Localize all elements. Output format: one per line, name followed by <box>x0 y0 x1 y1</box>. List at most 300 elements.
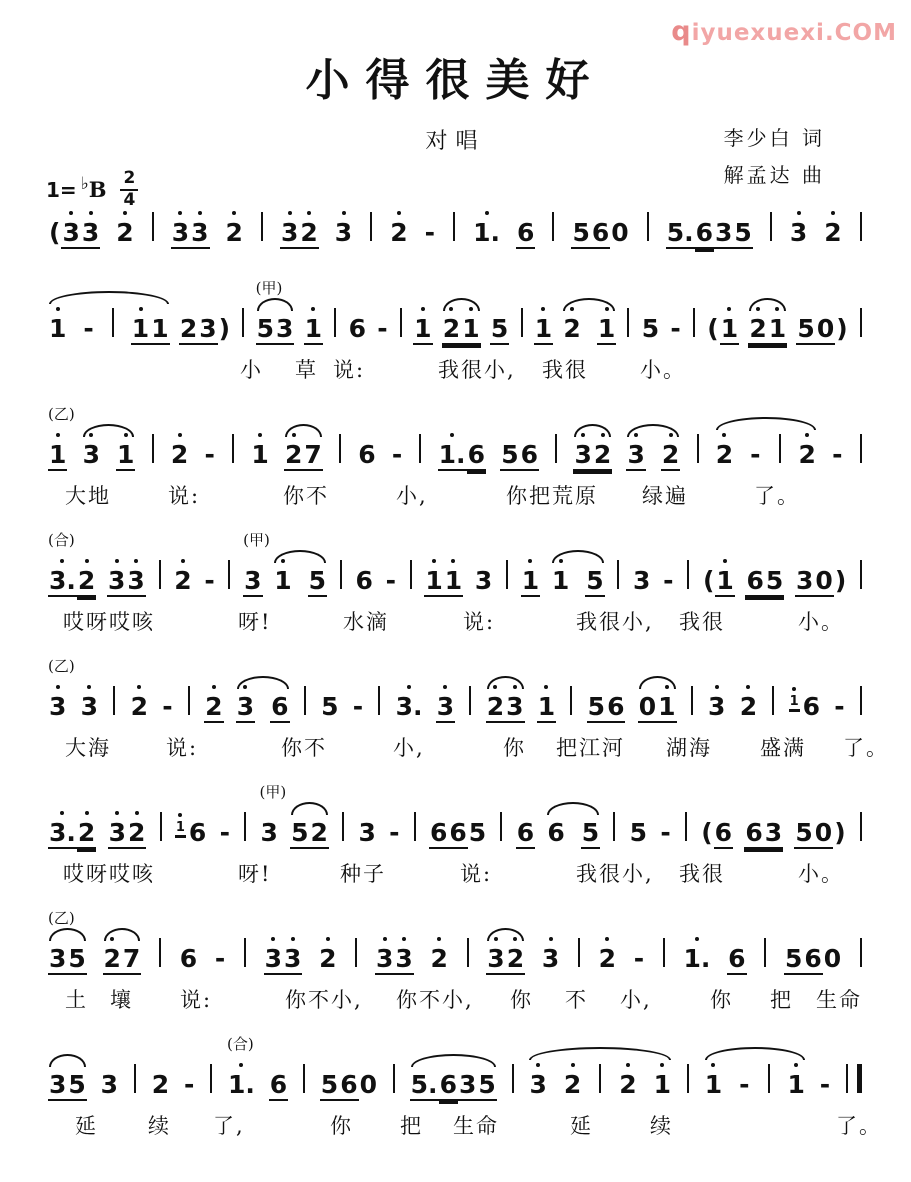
barline <box>570 686 572 715</box>
note: 5 <box>68 1070 86 1099</box>
barline <box>244 938 246 967</box>
lyric-segment: 小 <box>240 358 263 382</box>
lyric-segment: 说: <box>460 862 493 886</box>
note-group <box>186 686 192 715</box>
note: ( <box>702 566 715 595</box>
lyric-segment: 把江河 <box>556 736 625 760</box>
note: 5 <box>291 818 309 847</box>
barline <box>419 434 421 463</box>
slur-group <box>546 819 600 849</box>
note: 2 <box>179 314 198 343</box>
note: 6 <box>429 818 448 847</box>
note: 1 <box>251 440 269 469</box>
lyric-segment: 土 <box>65 988 88 1012</box>
note: 1 <box>534 314 553 343</box>
note: 5 <box>795 818 813 847</box>
note-group <box>48 219 100 249</box>
note-group <box>795 567 847 597</box>
note: 5. <box>666 218 694 247</box>
note: 5 <box>581 818 600 847</box>
lyric-segment: 种子 <box>340 862 386 886</box>
note-group <box>389 219 408 247</box>
note-group <box>794 819 846 849</box>
barline <box>512 1064 514 1093</box>
note-group <box>683 812 689 841</box>
duration-dash: - <box>834 692 845 721</box>
note-group <box>398 308 404 337</box>
note: 2 <box>300 218 318 247</box>
note: 3 <box>49 692 67 721</box>
part-label: (乙) <box>48 405 75 423</box>
note-group <box>685 560 691 589</box>
note: 6 <box>746 566 764 595</box>
note: 0 <box>638 692 657 721</box>
notes-row <box>48 909 864 975</box>
note-group <box>662 567 674 595</box>
barline <box>860 938 862 967</box>
lyric-segment: 小, <box>620 988 652 1012</box>
lyrics-row <box>0 480 911 510</box>
note: 2 <box>310 818 328 847</box>
note: 3 <box>236 692 255 721</box>
lyric-segment: 你不小, <box>396 988 474 1012</box>
note-group <box>739 693 758 721</box>
note-group <box>438 441 486 471</box>
note-group <box>357 819 376 847</box>
barline <box>860 434 862 463</box>
note-group <box>858 308 864 337</box>
note: 3 <box>395 944 413 973</box>
lyric-segment: 延 <box>570 1114 593 1138</box>
note: 2 <box>130 692 148 721</box>
note-group <box>571 219 629 249</box>
note: 6 <box>348 314 366 343</box>
duration-dash: - <box>391 440 403 469</box>
note-group <box>534 315 553 345</box>
lyric-segment: 说: <box>333 358 366 382</box>
note: 1 <box>274 566 292 595</box>
duration-dash: - <box>750 440 761 469</box>
grace-note: 1 <box>789 694 799 709</box>
note-group <box>161 693 173 721</box>
note-group <box>243 531 270 597</box>
note-group <box>417 434 423 463</box>
barline <box>768 1064 770 1093</box>
barline <box>152 212 154 241</box>
note: 0 <box>359 1070 377 1099</box>
note: 5 <box>68 944 86 973</box>
barline <box>552 212 554 241</box>
note-group <box>587 693 626 723</box>
note-group <box>304 315 323 345</box>
lyric-segment: 生命 <box>816 988 862 1012</box>
note: 1 <box>131 314 150 343</box>
barline <box>334 308 336 337</box>
score-system <box>0 650 911 776</box>
note-group <box>391 1064 397 1093</box>
note: 3 <box>82 440 101 469</box>
note: 3 <box>574 440 592 469</box>
note: 6 <box>439 1070 457 1099</box>
note-group <box>465 938 471 967</box>
note-group <box>150 212 156 241</box>
note-group <box>107 567 146 597</box>
note-group <box>353 938 359 967</box>
note: 3 <box>487 944 505 973</box>
note: 3 <box>49 944 67 973</box>
note-group <box>203 567 215 595</box>
note: 6 <box>340 1070 358 1099</box>
note: ( <box>707 314 719 343</box>
barline <box>160 812 162 841</box>
lyric-segment: 呀! <box>238 862 272 886</box>
slur-group <box>715 434 817 469</box>
part-label: (乙) <box>48 909 75 927</box>
slur-group <box>573 441 612 471</box>
note: 3 <box>276 314 294 343</box>
score-system <box>0 1028 911 1154</box>
barline <box>228 560 230 589</box>
note-group <box>357 441 376 469</box>
note: 2 <box>749 314 767 343</box>
lyric-segment: 我很 <box>679 610 725 634</box>
note-group <box>48 819 96 849</box>
slur-group <box>638 693 677 723</box>
note: 2 <box>284 440 303 469</box>
note-group <box>208 1064 214 1093</box>
note: ) <box>834 566 847 595</box>
note: 7 <box>304 440 322 469</box>
lyric-segment: 哎呀哎咳 <box>63 610 155 634</box>
note-group <box>204 441 216 469</box>
barline <box>400 308 402 337</box>
lyric-segment: 了。 <box>754 484 800 508</box>
grace-note: 1 <box>175 820 185 835</box>
barline <box>578 938 580 967</box>
note-group <box>467 686 473 715</box>
lyric-segment: 你 <box>510 988 533 1012</box>
duration-dash: - <box>385 566 396 595</box>
note: 3 <box>108 566 126 595</box>
duration-dash: - <box>832 440 843 469</box>
slur-group <box>528 1064 672 1099</box>
watermark <box>671 16 897 47</box>
note-group <box>498 812 504 841</box>
note-group <box>553 434 559 463</box>
note-group <box>516 219 535 249</box>
barline <box>617 560 619 589</box>
slur-group <box>48 1071 87 1101</box>
note: 2 <box>486 692 505 721</box>
note-group <box>633 945 645 973</box>
note: 6 <box>179 944 198 973</box>
note-group <box>632 567 651 595</box>
note-group <box>157 938 163 967</box>
part-label: (甲) <box>255 279 283 297</box>
note: 3 <box>191 218 209 247</box>
notes-row <box>48 531 864 597</box>
note-group <box>429 945 448 973</box>
note-group <box>833 693 845 721</box>
note-group <box>48 531 96 597</box>
barline <box>261 212 263 241</box>
note-group <box>521 567 540 597</box>
barline <box>152 434 154 463</box>
note: 0 <box>611 218 629 247</box>
duration-dash: - <box>214 944 226 973</box>
lyric-segment: 生命 <box>453 1114 499 1138</box>
lyric-segment: 我很小, <box>576 610 654 634</box>
note-group <box>80 693 99 721</box>
note: 3 <box>789 218 808 247</box>
lyric-segment: 小, <box>393 736 425 760</box>
barline <box>764 938 766 967</box>
lyric-segment: 续 <box>148 1114 171 1138</box>
lyric-segment: 把 <box>770 988 793 1012</box>
note-group <box>225 219 244 247</box>
note-group <box>334 219 353 247</box>
note: 5 <box>629 818 648 847</box>
note-group <box>706 315 739 345</box>
note: 1 <box>117 440 135 469</box>
barline <box>691 686 693 715</box>
note-group <box>179 945 198 973</box>
lyric-segment: 说: <box>180 988 213 1012</box>
lyric-segment: 小, <box>396 484 428 508</box>
note-group <box>48 405 75 471</box>
note-group <box>659 819 671 847</box>
note: 5 <box>320 1070 339 1099</box>
duration-dash: - <box>389 818 400 847</box>
lyric-segment: 了。 <box>836 1114 882 1138</box>
note-group <box>858 560 864 589</box>
barline <box>860 212 862 241</box>
note-group <box>451 212 457 241</box>
note-group <box>413 315 432 345</box>
note-group <box>151 1071 170 1099</box>
barline <box>779 434 781 463</box>
note-group <box>376 315 388 343</box>
lyric-segment: 你不小, <box>285 988 363 1012</box>
duration-dash: - <box>670 314 681 343</box>
note-group <box>214 945 226 973</box>
barline <box>159 560 161 589</box>
note: 3 <box>375 944 394 973</box>
note-group <box>625 308 631 337</box>
note: 0 <box>814 818 833 847</box>
note: 6 <box>520 440 538 469</box>
lyric-segment: 你不 <box>283 484 329 508</box>
note-group <box>858 938 864 967</box>
note: 1. <box>473 218 500 247</box>
note: 2 <box>151 1070 170 1099</box>
barline <box>521 308 523 337</box>
lyric-segment: 说: <box>168 484 201 508</box>
lyric-segment: 了。 <box>843 736 889 760</box>
note: 1. <box>227 1070 255 1099</box>
note: 1 <box>444 566 463 595</box>
note: 5 <box>734 218 752 247</box>
notes-row <box>48 405 864 471</box>
note-group <box>823 219 842 247</box>
duration-dash: - <box>162 692 173 721</box>
time-signature-denominator: 4 <box>123 189 136 210</box>
duration-dash: - <box>183 1070 195 1099</box>
note: 2 <box>798 440 816 469</box>
note-group <box>516 819 535 849</box>
barline <box>414 812 416 841</box>
note-group <box>115 219 134 247</box>
slur-group <box>236 693 290 723</box>
slur-group <box>48 909 87 975</box>
note-group <box>424 219 436 247</box>
note-group <box>158 812 164 841</box>
part-label: (合) <box>226 1035 254 1053</box>
note: 2 <box>563 1070 582 1099</box>
note-group <box>762 938 768 967</box>
note: 6 <box>695 218 713 247</box>
note: 5 <box>765 566 784 595</box>
note: 1 <box>49 314 67 343</box>
note-group <box>338 560 344 589</box>
note-group <box>629 819 648 847</box>
barline <box>393 1064 395 1093</box>
note: 1 <box>787 1070 805 1099</box>
note: 0 <box>816 314 835 343</box>
note-group <box>510 1064 516 1093</box>
note: 3 <box>708 692 726 721</box>
note: 3 <box>474 566 493 595</box>
note: 3 <box>506 692 524 721</box>
note-group <box>858 434 864 463</box>
note: 2 <box>319 944 337 973</box>
barline <box>410 560 412 589</box>
note-group <box>100 1071 119 1099</box>
lyric-segment: 你 <box>330 1114 353 1138</box>
note: 3 <box>80 692 99 721</box>
note-group <box>858 686 864 715</box>
lyric-segment: 我很小, <box>438 358 516 382</box>
note: 1 <box>653 1070 672 1099</box>
note-group <box>727 945 746 975</box>
note: 2 <box>506 944 525 973</box>
lyric-segment: 绿遍 <box>642 484 688 508</box>
note: 3. <box>49 566 76 595</box>
note-group <box>500 441 539 471</box>
note-group <box>111 686 117 715</box>
barline <box>378 686 380 715</box>
note: 3 <box>541 944 560 973</box>
lyric-segment: 小。 <box>798 862 844 886</box>
barline <box>685 812 687 841</box>
lyric-segment: 了, <box>213 1114 245 1138</box>
note: 5 <box>586 566 604 595</box>
lyrics-row <box>0 1110 911 1140</box>
note-group <box>108 819 147 849</box>
note-group <box>472 219 501 247</box>
note: 6 <box>271 692 289 721</box>
score-system <box>0 524 911 650</box>
note: 3 <box>627 440 645 469</box>
note-group <box>831 441 843 469</box>
note-group <box>280 219 319 249</box>
slur-group <box>551 567 605 597</box>
note: ( <box>49 218 61 247</box>
note: 1 <box>537 692 556 721</box>
watermark-text: qiyuexuexi.COM <box>671 16 897 47</box>
lyric-segment: 延 <box>75 1114 98 1138</box>
score-system <box>0 776 911 902</box>
note-group <box>796 315 848 345</box>
note: 1 <box>151 314 169 343</box>
score-system <box>0 902 911 1028</box>
duration-dash: - <box>83 314 94 343</box>
slur-group <box>103 945 142 975</box>
note-group <box>170 441 189 469</box>
note-group <box>858 812 864 841</box>
note: 1 <box>49 440 67 469</box>
barline <box>370 212 372 241</box>
note: 3 <box>244 566 262 595</box>
barline <box>355 938 357 967</box>
note-group <box>157 560 163 589</box>
duration-dash: - <box>633 944 645 973</box>
note: 3 <box>171 218 190 247</box>
note: 3 <box>796 566 814 595</box>
note: 6 <box>728 944 746 973</box>
note: 6 <box>802 692 821 721</box>
note-group <box>645 212 651 241</box>
note: 2 <box>739 692 758 721</box>
duration-dash: - <box>739 1070 750 1099</box>
note-group <box>541 945 560 973</box>
note: 6 <box>269 1070 288 1099</box>
barline <box>687 1064 689 1093</box>
note: 3 <box>62 218 80 247</box>
notes-row <box>48 279 864 345</box>
note-group <box>242 812 248 841</box>
barline <box>627 308 629 337</box>
lyric-segment: 我很小, <box>576 862 654 886</box>
barline <box>113 686 115 715</box>
lyric-segment: 续 <box>650 1114 673 1138</box>
lyric-segment: 把 <box>400 1114 423 1138</box>
part-label: (乙) <box>48 657 75 675</box>
note-group <box>789 219 808 247</box>
note-group <box>301 1064 307 1093</box>
part-label: (合) <box>48 531 75 549</box>
note: 2 <box>593 440 612 469</box>
lyrics-row <box>0 606 911 636</box>
lyricist-credit: 李少白 词 <box>723 126 825 150</box>
note: 2 <box>563 314 581 343</box>
lyrics-row <box>0 984 911 1014</box>
barline <box>467 938 469 967</box>
barline <box>453 212 455 241</box>
score-system <box>0 272 911 398</box>
note-group <box>661 938 667 967</box>
note: 3 <box>81 218 100 247</box>
note: 5. <box>410 1070 438 1099</box>
note-group <box>320 1071 378 1101</box>
note-group <box>429 819 487 849</box>
duration-dash: - <box>424 218 436 247</box>
barline <box>340 560 342 589</box>
note: 1 <box>425 566 443 595</box>
note-group <box>768 212 774 241</box>
note-group <box>744 819 783 849</box>
note-group <box>700 819 733 849</box>
